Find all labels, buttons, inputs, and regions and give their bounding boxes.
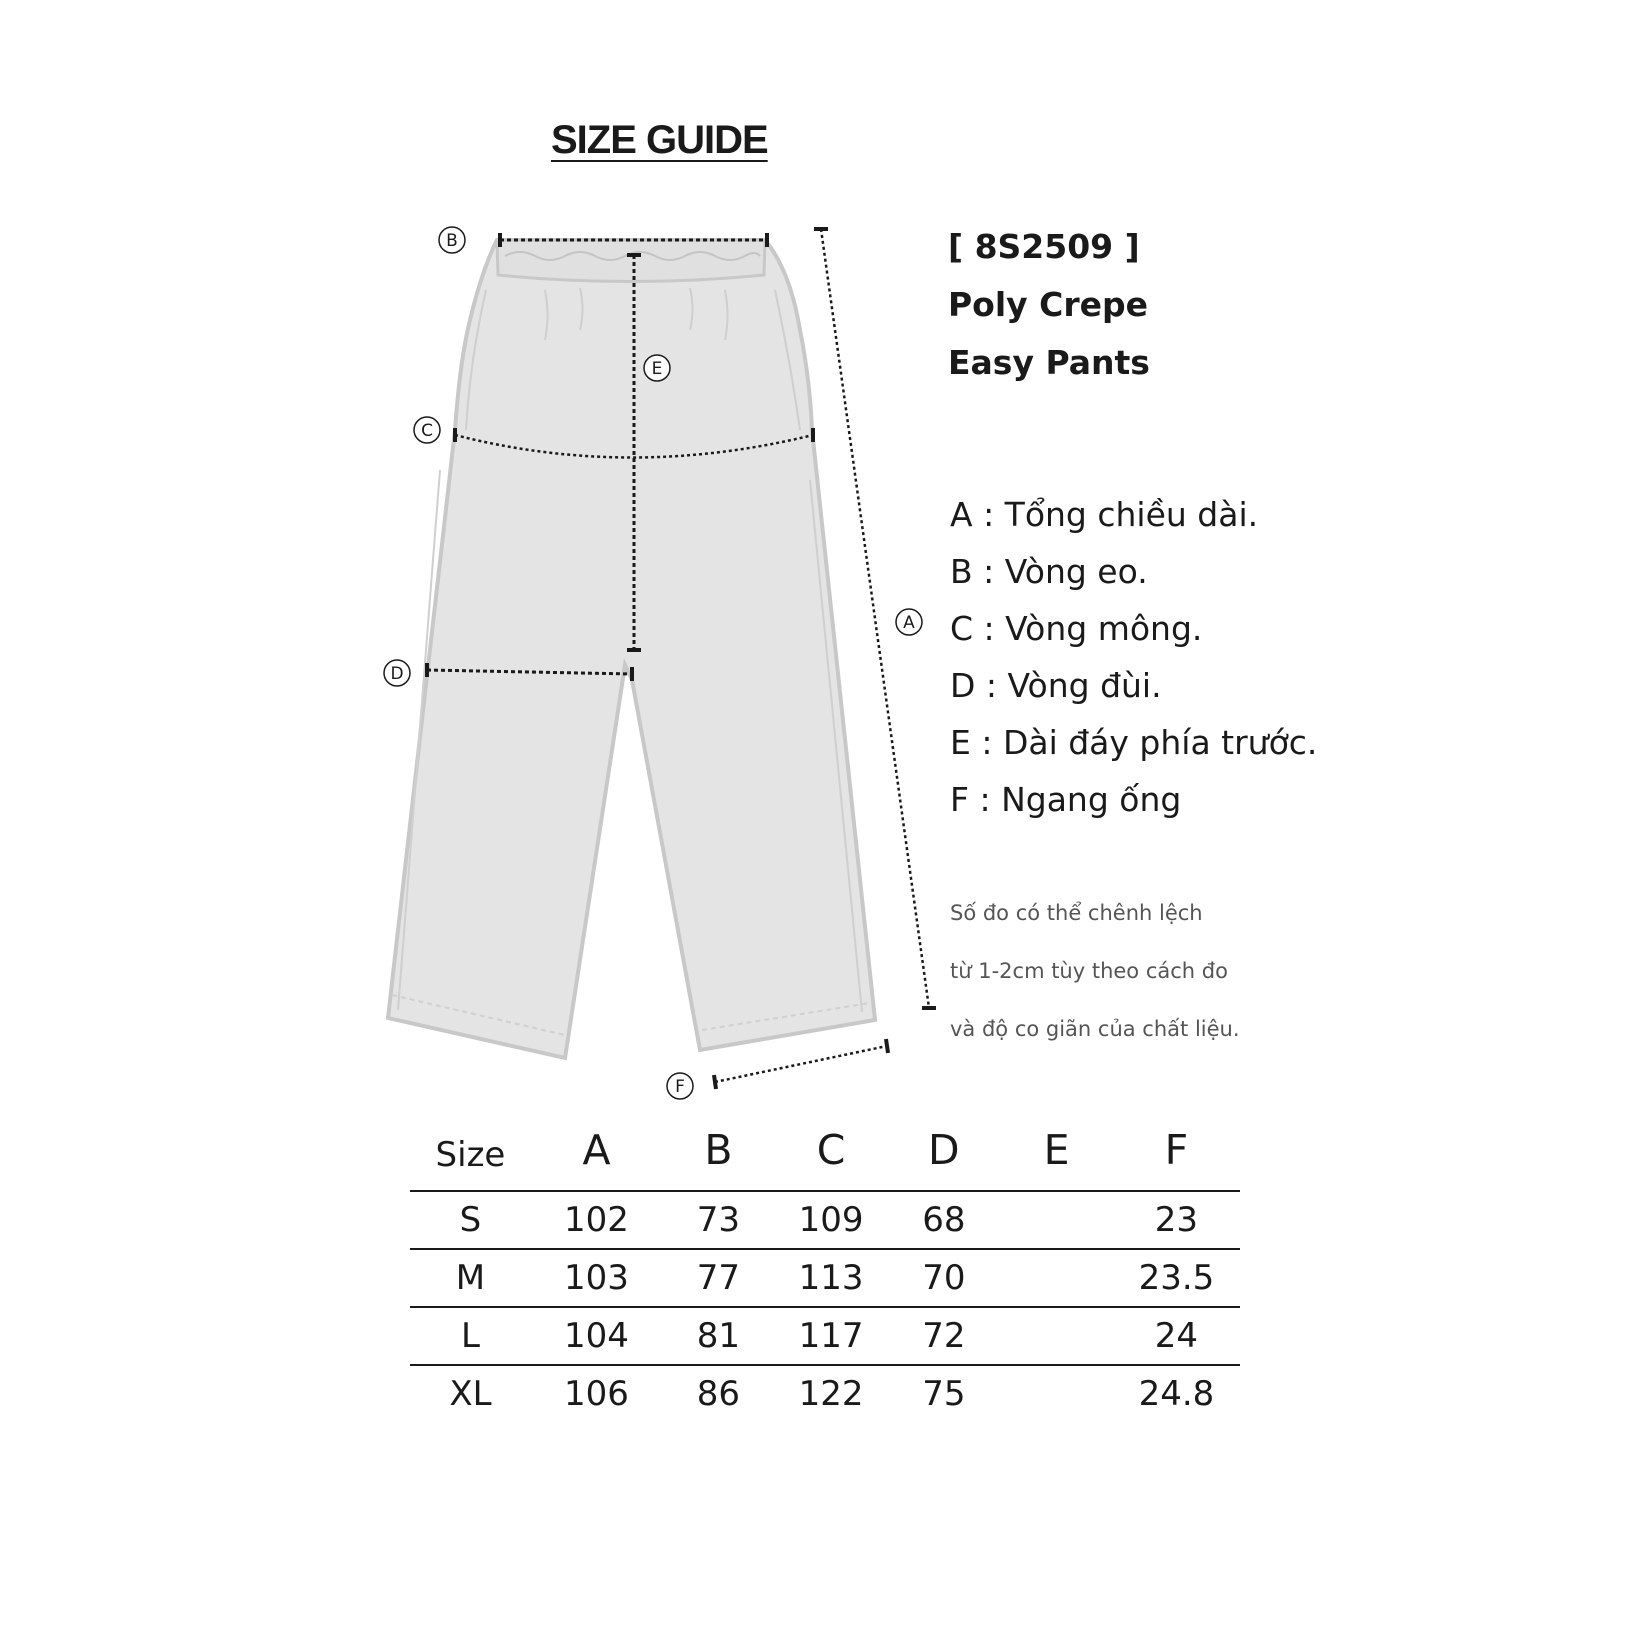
legend-item-c: C : Vòng mông. — [950, 609, 1203, 648]
table-row — [410, 1249, 1240, 1307]
legend-item-a: A : Tổng chiều dài. — [950, 495, 1259, 534]
cell-e — [1000, 1365, 1113, 1422]
cell-b: 73 — [662, 1191, 775, 1249]
product-info — [948, 218, 1150, 392]
cell-a: 106 — [564, 1374, 629, 1414]
table-row — [410, 1307, 1240, 1365]
marker-e-label: E — [651, 359, 663, 379]
marker-e — [644, 355, 670, 381]
note-line-3: và độ co giãn của chất liệu. — [950, 1017, 1240, 1041]
table-row — [410, 1365, 1240, 1422]
cell-c: 113 — [775, 1249, 888, 1307]
cell-d: 75 — [922, 1374, 966, 1414]
marker-d-label: D — [390, 664, 404, 684]
header-e: E — [1000, 1110, 1113, 1191]
cell-d: 70 — [887, 1249, 1000, 1307]
marker-d — [384, 660, 410, 686]
marker-c-label: C — [421, 421, 433, 441]
cell-e — [1000, 1307, 1113, 1365]
product-name-line1: Poly Crepe — [948, 285, 1149, 324]
product-code: [ 8S2509 ] — [948, 227, 1140, 266]
header-a: A — [531, 1110, 662, 1191]
legend-item-b: B : Vòng eo. — [950, 552, 1148, 591]
cell-a: 104 — [531, 1307, 662, 1365]
page-title: SIZE GUIDE — [551, 118, 768, 162]
cell-d: 68 — [887, 1191, 1000, 1249]
marker-f — [667, 1073, 693, 1099]
cell-c: 122 — [798, 1374, 864, 1414]
cell-b: 81 — [662, 1307, 775, 1365]
cell-e — [1000, 1249, 1113, 1307]
cell-c: 117 — [775, 1307, 888, 1365]
cell-f: 24.8 — [1138, 1374, 1215, 1414]
legend-item-d: D : Vòng đùi. — [950, 666, 1162, 705]
marker-b — [439, 227, 465, 253]
waistband — [497, 240, 765, 282]
cell-b: 86 — [696, 1374, 741, 1414]
cell-f: 23.5 — [1113, 1249, 1240, 1307]
table-header-row — [410, 1110, 1240, 1191]
product-name-line2: Easy Pants — [948, 343, 1150, 382]
marker-a — [896, 609, 922, 635]
legend-item-f: F : Ngang ống — [950, 780, 1182, 819]
cell-size: XL — [449, 1374, 492, 1414]
cell-f: 24 — [1113, 1307, 1240, 1365]
table-row — [410, 1191, 1240, 1249]
cell-a: 103 — [531, 1249, 662, 1307]
cell-a: 102 — [531, 1191, 662, 1249]
size-table — [410, 1110, 1240, 1422]
cell-d: 72 — [887, 1307, 1000, 1365]
note-line-1: Số đo có thể chênh lệch — [950, 901, 1203, 925]
legend-item-e: E : Dài đáy phía trước. — [950, 723, 1318, 762]
measure-f-line — [714, 1039, 888, 1089]
cell-f: 23 — [1113, 1191, 1240, 1249]
cell-size: M — [410, 1249, 531, 1307]
header-c: C — [775, 1110, 888, 1191]
marker-f-label: F — [675, 1077, 685, 1097]
header-b: B — [662, 1110, 775, 1191]
measurement-note — [950, 884, 1240, 1058]
marker-a-label: A — [903, 613, 915, 633]
cell-size: S — [410, 1191, 531, 1249]
cell-e — [1000, 1191, 1113, 1249]
measurement-legend — [950, 486, 1317, 828]
header-f: F — [1113, 1110, 1240, 1191]
cell-size: L — [410, 1307, 531, 1365]
marker-c — [414, 417, 440, 443]
header-size: Size — [410, 1110, 531, 1191]
marker-b-label: B — [446, 231, 458, 251]
cell-b: 77 — [662, 1249, 775, 1307]
note-line-2: từ 1-2cm tùy theo cách đo — [950, 959, 1228, 983]
header-d: D — [887, 1110, 1000, 1191]
cell-c: 109 — [775, 1191, 888, 1249]
